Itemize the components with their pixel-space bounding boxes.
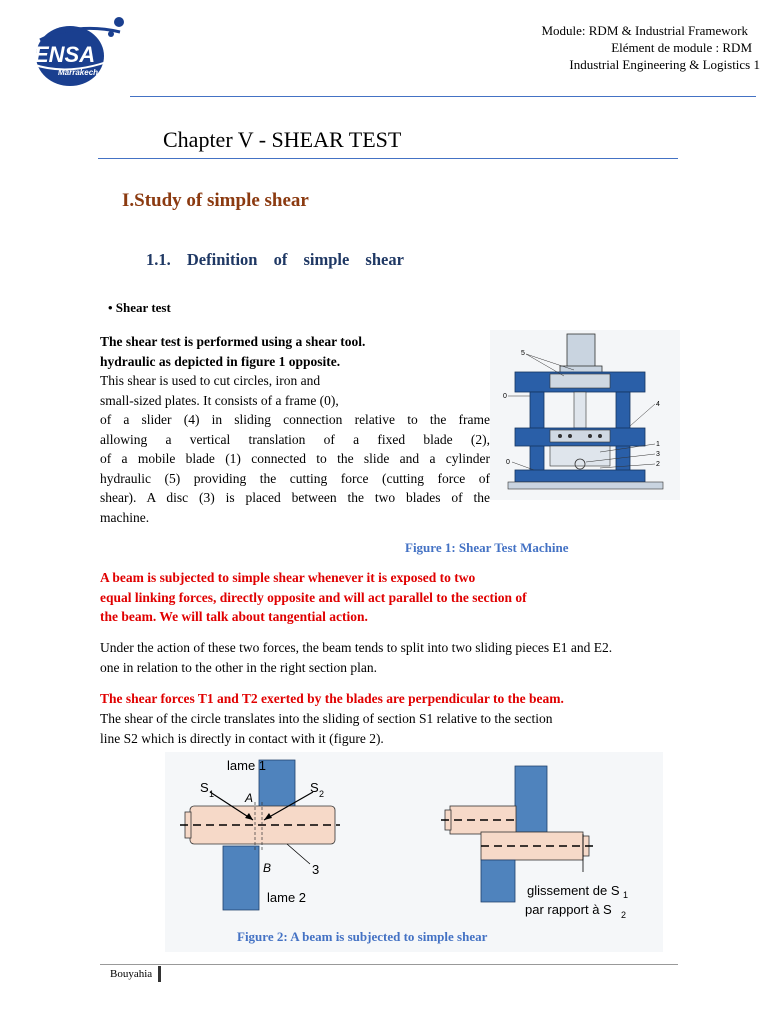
definition-line: the beam. We will talk about tangential action. — [100, 609, 368, 624]
under-action-paragraph — [100, 638, 700, 677]
svg-text:ENSA: ENSA — [34, 42, 96, 67]
under-action-line: Under the action of these two forces, the beam tends to split into two sliding pieces E1 and E2. — [100, 640, 613, 655]
fig1-label-1: 1 — [656, 441, 660, 448]
footer-rule — [100, 964, 678, 965]
fig1-label-2: 2 — [656, 461, 660, 468]
footer-author: Bouyahia — [110, 968, 153, 980]
figure1-shear-machine — [490, 330, 680, 500]
intro-line: This shear is used to cut circles, iron and — [100, 373, 321, 388]
subsection-title: 1.1. Definition of simple shear — [146, 250, 404, 269]
figure1-caption: Figure 1: Shear Test Machine — [405, 540, 569, 555]
intro-line: allowing a vertical translation of a fixed blade (2), — [100, 431, 490, 447]
definition-paragraph — [100, 568, 590, 627]
fig2-lame2-label: lame 2 — [267, 890, 307, 905]
intro-paragraph — [100, 332, 490, 527]
footer-bar — [158, 966, 161, 982]
fig1-label-4: 4 — [656, 401, 660, 408]
fig2-glissement-line2: par rapport à S — [525, 902, 612, 917]
fig2-s1-subscript: 1 — [209, 789, 215, 799]
figure2-caption: Figure 2: A beam is subjected to simple shear — [234, 929, 490, 945]
bullet-shear-test: • Shear test — [108, 300, 171, 315]
fig2-s2-subscript: 2 — [319, 789, 325, 799]
fig2-label-3: 3 — [312, 862, 320, 877]
fig2-gliss-sub2: 2 — [621, 910, 627, 920]
circle-paragraph — [100, 709, 700, 748]
header-program-line: Industrial Engineering & Logistics 1 — [569, 57, 760, 72]
intro-line: small-sized plates. It consists of a frame (0), — [100, 392, 339, 408]
header-module-line: Module: RDM & Industrial Framework — [541, 23, 748, 38]
intro-bold-1: The shear test is performed using a shear tool. — [100, 334, 366, 349]
fig2-s1-label: S — [200, 780, 209, 795]
definition-line: A beam is subjected to simple shear whenever it is exposed to two — [100, 570, 476, 585]
fig1-label-3: 3 — [656, 451, 660, 458]
section-title: I.Study of simple shear — [122, 190, 309, 211]
under-action-line: one in relation to the other in the right section plan. — [100, 659, 378, 675]
chapter-title: Chapter V - SHEAR TEST — [163, 127, 402, 152]
definition-line: equal linking forces, directly opposite and will act parallel to the section of — [100, 589, 527, 605]
fig2-lame1-label: lame 1 — [227, 758, 267, 773]
intro-line: of a mobile blade (1) connected to the slide and a cylinder — [100, 451, 490, 466]
chapter-rule — [98, 158, 678, 159]
fig1-label-0: 0 — [503, 393, 507, 400]
fig2-gliss-sub1: 1 — [623, 890, 629, 900]
intro-line: shear). A disc (3) is placed between the two blades of the — [100, 490, 490, 505]
header-element-line: Elément de module : RDM — [611, 40, 752, 55]
fig1-label-0: 0 — [506, 459, 510, 466]
fig2-glissement-line1: glissement de S — [527, 883, 620, 898]
circle-line: The shear of the circle translates into the sliding of section S1 relative to the section — [100, 711, 553, 726]
circle-line: line S2 which is directly in contact with it (figure 2). — [100, 730, 384, 746]
fig2-s2-label: S — [310, 780, 319, 795]
intro-line: of a slider (4) in sliding connection relative to the frame — [100, 412, 490, 427]
fig1-label-5: 5 — [521, 350, 525, 357]
fig2-point-a: A — [245, 791, 254, 805]
intro-bold-2: hydraulic as depicted in figure 1 opposite. — [100, 353, 341, 369]
ensa-logo — [22, 12, 132, 87]
intro-line: machine. — [100, 509, 150, 525]
fig2-point-b: B — [263, 861, 272, 875]
intro-line: hydraulic (5) providing the cutting force (cutting force of — [100, 470, 490, 486]
svg-text:Marrakech: Marrakech — [58, 68, 99, 77]
header-rule — [130, 96, 756, 97]
shear-forces-statement: The shear forces T1 and T2 exerted by the blades are perpendicular to the beam. — [100, 691, 564, 706]
figure2-simple-shear — [165, 752, 663, 952]
